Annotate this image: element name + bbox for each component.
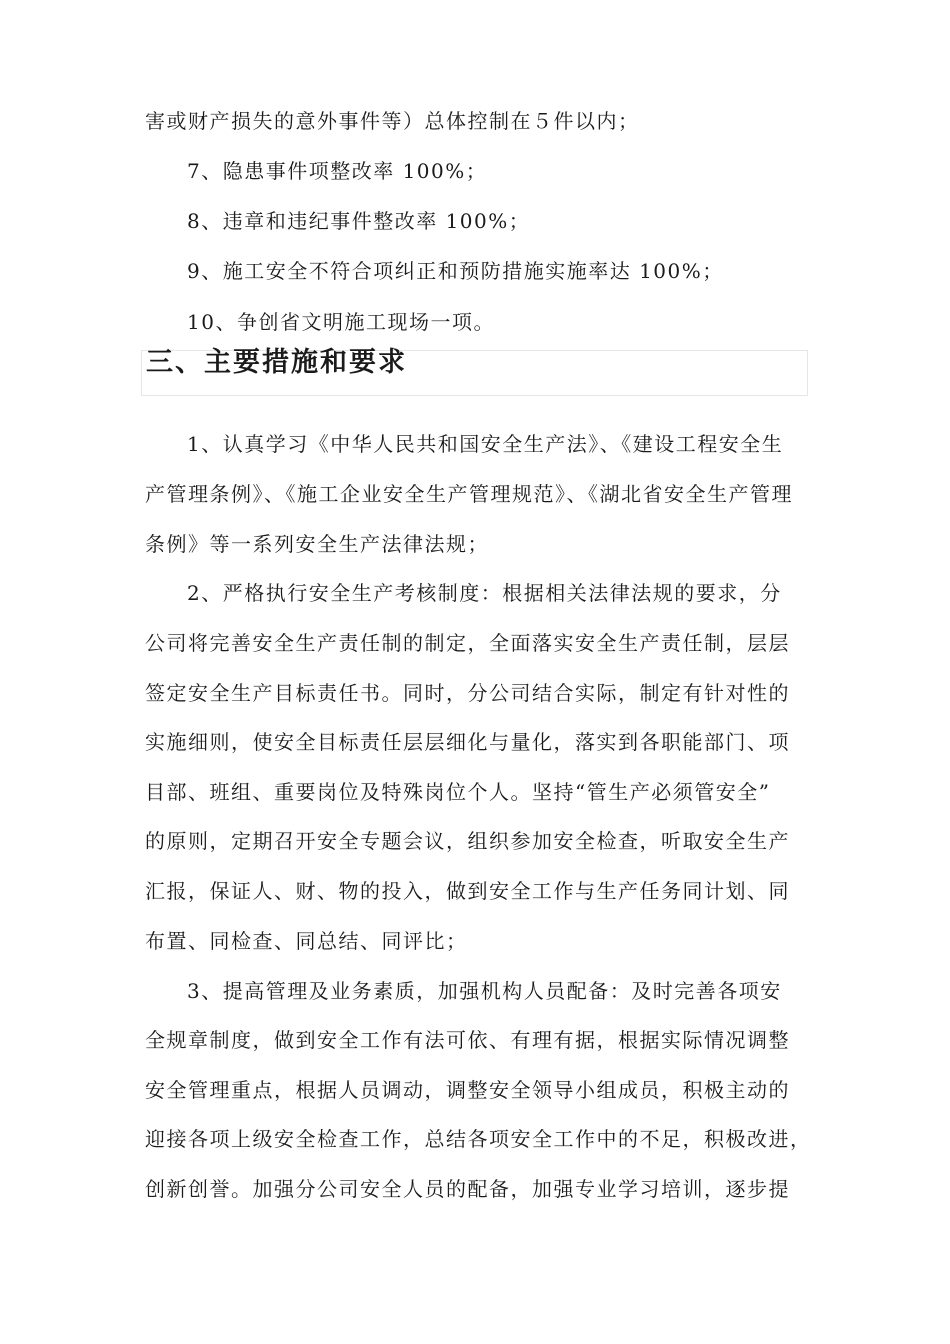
paragraph-line: 1、认真学习《中华人民共和国安全生产法》、《建设工程安全生 (187, 432, 784, 456)
paragraph-line: 害或财产损失的意外事件等）总体控制在５件以内； (145, 109, 640, 133)
paragraph-line: 的原则，定期召开安全专题会议，组织参加安全检查，听取安全生产 (145, 829, 790, 853)
paragraph-line: 3、提高管理及业务素质，加强机构人员配备：及时完善各项安 (187, 979, 782, 1003)
list-item: 7、隐患事件项整改率 100%； (187, 159, 488, 183)
paragraph-line: 条例》等一系列安全生产法律法规； (145, 532, 489, 556)
list-item: 10、争创省文明施工现场一项。 (187, 310, 495, 334)
section-heading: 三、主要措施和要求 (146, 347, 407, 378)
list-item: 9、施工安全不符合项纠正和预防措施实施率达 100%； (187, 259, 724, 283)
list-item: 8、违章和违纪事件整改率 100%； (187, 209, 531, 233)
paragraph-line: 产管理条例》、《施工企业安全生产管理规范》、《湖北省安全生产管理 (145, 482, 793, 506)
paragraph-line: 创新创誉。加强分公司安全人员的配备，加强专业学习培训，逐步提 (145, 1177, 790, 1201)
paragraph-line: 安全管理重点，根据人员调动，调整安全领导小组成员，积极主动的 (145, 1078, 790, 1102)
paragraph-line: 目部、班组、重要岗位及特殊岗位个人。坚持“管生产必须管安全” (145, 780, 771, 804)
paragraph-line: 签定安全生产目标责任书。同时，分公司结合实际，制定有针对性的 (145, 681, 790, 705)
paragraph-line: 汇报，保证人、财、物的投入，做到安全工作与生产任务同计划、同 (145, 879, 790, 903)
paragraph-line: 布置、同检查、同总结、同评比； (145, 929, 468, 953)
paragraph-line: 全规章制度，做到安全工作有法可依、有理有据，根据实际情况调整 (145, 1028, 790, 1052)
paragraph-line: 2、严格执行安全生产考核制度：根据相关法律法规的要求，分 (187, 581, 782, 605)
paragraph-line: 迎接各项上级安全检查工作，总结各项安全工作中的不足，积极改进， (145, 1127, 812, 1151)
paragraph-line: 实施细则，使安全目标责任层层细化与量化，落实到各职能部门、项 (145, 730, 790, 754)
paragraph-line: 公司将完善安全生产责任制的制定，全面落实安全生产责任制，层层 (145, 631, 790, 655)
